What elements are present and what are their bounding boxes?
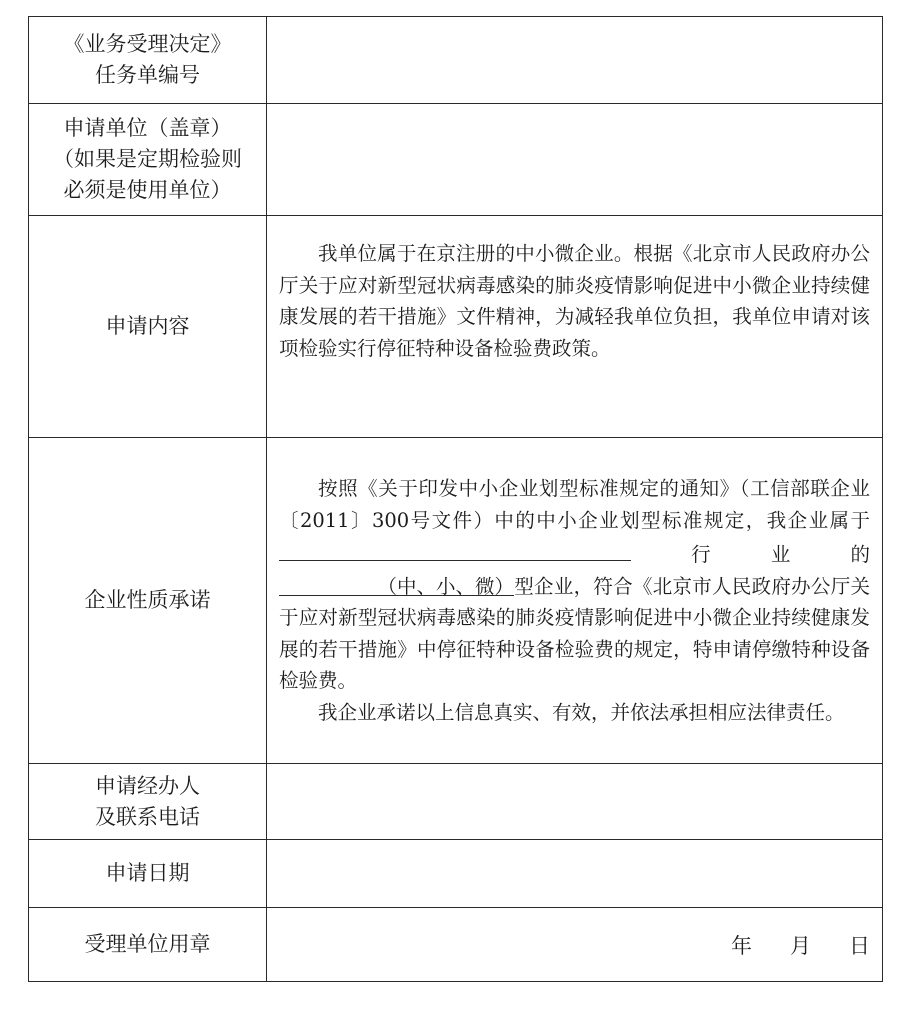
year-label: 年 [731,933,752,958]
enterprise-commitment-field [267,438,883,764]
apply-date-row [29,840,883,908]
application-content-label: 申请内容 [29,216,267,438]
acceptance-seal-field[interactable] [267,908,883,982]
label-line: 任务单编号 [95,63,200,87]
applicant-row [29,104,883,216]
day-label: 日 [849,933,870,958]
enterprise-type-blank[interactable]: （中、小、微） [279,571,514,596]
commitment-text: 行业的 [631,543,870,566]
task-number-field[interactable] [267,17,883,104]
commitment-text: 型企业，符合《北京市人民政府办公厅关于应对新型冠状病毒感染的肺炎疫情影响促进中小微企业持续健康发展的若干措施》中停征特种设备检验费的规定，特申请停缴特种设备检验费。 [279,574,870,692]
industry-blank[interactable] [279,536,631,561]
label-line: （如果是定期检验则 [53,147,242,171]
application-form-table [28,16,883,982]
month-label: 月 [790,933,811,958]
label-line: 申请单位（盖章） [63,116,232,140]
applicant-field[interactable] [267,104,883,216]
acceptance-seal-label: 受理单位用章 [29,908,267,982]
apply-date-field[interactable] [267,840,883,908]
acceptance-seal-row [29,908,883,982]
label-line: 必须是使用单位） [63,178,232,202]
commitment-text: 按照《关于印发中小企业划型标准规定的通知》（工信部联企业〔2011〕300号文件）中的中小企业划型标准规定，我企业属于 [279,477,870,532]
enterprise-commitment-row [29,438,883,764]
label-line: 申请经办人 [95,773,200,798]
handler-row [29,764,883,840]
label-line: 《业务受理决定》 [63,32,232,56]
handler-field[interactable] [267,764,883,840]
task-number-label [29,17,267,104]
label-line: 及联系电话 [95,804,200,829]
application-content-field [267,216,883,438]
handler-label [29,764,267,840]
commitment-paragraph-2: 我企业承诺以上信息真实、有效，并依法承担相应法律责任。 [318,700,845,724]
applicant-label [29,104,267,216]
enterprise-commitment-label: 企业性质承诺 [29,438,267,764]
application-content-row [29,216,883,438]
task-number-row [29,17,883,104]
application-content-text: 我单位属于在京注册的中小微企业。根据《北京市人民政府办公厅关于应对新型冠状病毒感染的肺炎疫情影响促进中小微企业持续健康发展的若干措施》文件精神，为减轻我单位负担，我单位申请对该项检验实行停征特种设备检验费政策。 [279,242,870,360]
commitment-paragraph-1 [279,473,870,697]
apply-date-label: 申请日期 [29,840,267,908]
